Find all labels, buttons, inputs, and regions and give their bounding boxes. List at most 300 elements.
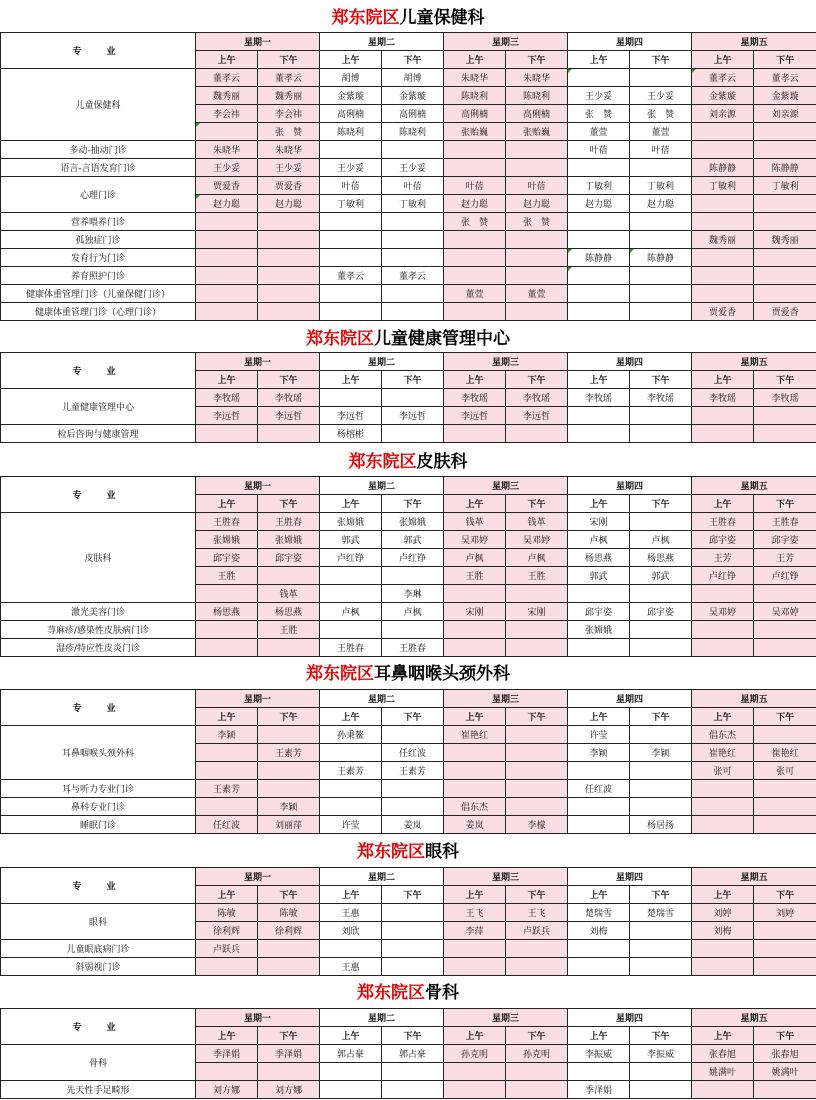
doctor-cell: 贾爱香 (196, 177, 258, 195)
doctor-cell: 董孝云 (320, 267, 382, 285)
doctor-cell: 李远哲 (506, 407, 568, 425)
doctor-cell: 王胜 (444, 567, 506, 585)
empty-cell (692, 285, 754, 303)
empty-cell (568, 816, 630, 834)
empty-cell (196, 285, 258, 303)
am-header: 上午 (444, 495, 506, 513)
doctor-cell: 杨居扬 (630, 816, 692, 834)
specialty-name: 眼科 (1, 904, 196, 940)
doctor-cell: 李远哲 (320, 407, 382, 425)
empty-cell (506, 231, 568, 249)
doctor-cell: 王胜 (506, 567, 568, 585)
doctor-cell: 张嫦娥 (196, 531, 258, 549)
doctor-cell: 王少妥 (320, 159, 382, 177)
empty-cell (692, 639, 754, 657)
department-name: 骨科 (425, 983, 459, 1003)
empty-cell (506, 780, 568, 798)
doctor-cell: 王少妥 (382, 159, 444, 177)
empty-cell (196, 267, 258, 285)
empty-cell (320, 249, 382, 267)
day-header: 星期四 (568, 1009, 692, 1027)
schedule-table (0, 32, 816, 321)
schedule-row (1, 213, 816, 231)
doctor-cell: 王惠 (320, 958, 382, 976)
doctor-cell: 李会祎 (196, 105, 258, 123)
empty-cell (444, 267, 506, 285)
doctor-cell: 姚满叶 (692, 1063, 754, 1081)
schedule-row (1, 159, 816, 177)
specialty-name: 耳与听力专业门诊 (1, 780, 196, 798)
empty-cell (506, 585, 568, 603)
doctor-cell: 王素芳 (258, 744, 320, 762)
schedule-row (1, 267, 816, 285)
doctor-cell: 陈敏 (196, 904, 258, 922)
schedule-table (0, 689, 816, 834)
doctor-cell: 陈静静 (630, 249, 692, 267)
doctor-cell: 李牧瑶 (630, 389, 692, 407)
empty-cell (320, 285, 382, 303)
empty-cell (320, 798, 382, 816)
header-days-row (1, 1009, 816, 1027)
empty-cell (382, 1063, 444, 1081)
pm-header: 下午 (382, 51, 444, 69)
schedule-row (1, 303, 816, 321)
doctor-cell: 刘丽萍 (258, 816, 320, 834)
day-header: 星期五 (692, 1009, 816, 1027)
doctor-cell: 王胜春 (196, 513, 258, 531)
empty-cell (506, 141, 568, 159)
empty-cell (506, 621, 568, 639)
empty-cell (196, 585, 258, 603)
pm-header: 下午 (258, 886, 320, 904)
doctor-cell: 陈静静 (568, 249, 630, 267)
doctor-cell: 董孝云 (692, 69, 754, 87)
am-header: 上午 (692, 495, 754, 513)
empty-cell (506, 249, 568, 267)
empty-cell (196, 621, 258, 639)
empty-cell (382, 389, 444, 407)
day-header: 星期五 (692, 868, 816, 886)
header-days-row (1, 477, 816, 495)
empty-cell (692, 798, 754, 816)
doctor-cell: 杨思燕 (196, 603, 258, 621)
am-header: 上午 (692, 51, 754, 69)
empty-cell (258, 303, 320, 321)
day-header: 星期一 (196, 690, 320, 708)
doctor-cell: 张春旭 (754, 1045, 816, 1063)
schedule-row (1, 285, 816, 303)
empty-cell (568, 1063, 630, 1081)
day-header: 星期四 (568, 477, 692, 495)
empty-cell (258, 958, 320, 976)
empty-cell (692, 1081, 754, 1099)
empty-cell (692, 249, 754, 267)
empty-cell (692, 213, 754, 231)
doctor-cell: 王素芳 (196, 780, 258, 798)
day-header: 星期五 (692, 353, 816, 371)
doctor-cell: 吴邓婷 (506, 531, 568, 549)
doctor-cell: 张 赞 (568, 105, 630, 123)
doctor-cell: 王芳 (692, 549, 754, 567)
empty-cell (196, 231, 258, 249)
doctor-cell: 王胜春 (320, 639, 382, 657)
pm-header: 下午 (630, 371, 692, 389)
doctor-cell: 李牧瑶 (258, 389, 320, 407)
specialty-name: 激光美容门诊 (1, 603, 196, 621)
empty-cell (630, 585, 692, 603)
doctor-cell: 李振威 (568, 1045, 630, 1063)
specialty-name: 语言-言语发育门诊 (1, 159, 196, 177)
schedule-row (1, 798, 816, 816)
empty-cell (630, 1063, 692, 1081)
empty-cell (568, 267, 630, 285)
doctor-cell: 陈静静 (754, 159, 816, 177)
doctor-cell: 许莹 (320, 816, 382, 834)
doctor-cell: 李颖 (196, 726, 258, 744)
empty-cell (754, 407, 816, 425)
empty-cell (258, 567, 320, 585)
empty-cell (444, 958, 506, 976)
doctor-cell: 李牧瑶 (506, 389, 568, 407)
empty-cell (382, 285, 444, 303)
empty-cell (196, 639, 258, 657)
am-header: 上午 (568, 1027, 630, 1045)
pm-header: 下午 (258, 51, 320, 69)
empty-cell (444, 780, 506, 798)
doctor-cell: 陈晓利 (506, 87, 568, 105)
empty-cell (196, 958, 258, 976)
doctor-cell: 张 赞 (258, 123, 320, 141)
campus-name: 郑东院区 (348, 452, 417, 472)
empty-cell (382, 904, 444, 922)
campus-name: 郑东院区 (357, 983, 425, 1003)
specialty-name: 心理门诊 (1, 177, 196, 213)
schedule-row (1, 958, 816, 976)
doctor-cell: 邱宇姿 (630, 603, 692, 621)
empty-cell (320, 744, 382, 762)
doctor-cell: 刘婷 (754, 904, 816, 922)
empty-cell (382, 922, 444, 940)
empty-cell (320, 621, 382, 639)
doctor-cell: 董萱 (630, 123, 692, 141)
day-header: 星期四 (568, 690, 692, 708)
doctor-cell: 董孝云 (754, 69, 816, 87)
day-header: 星期二 (320, 690, 444, 708)
specialty-header: 专 业 (1, 353, 196, 389)
campus-name: 郑东院区 (306, 664, 374, 684)
doctor-cell: 李远哲 (196, 407, 258, 425)
schedule-row (1, 69, 816, 87)
am-header: 上午 (444, 708, 506, 726)
empty-cell (320, 303, 382, 321)
pm-header: 下午 (630, 1027, 692, 1045)
doctor-cell: 刘方娜 (196, 1081, 258, 1099)
day-header: 星期四 (568, 33, 692, 51)
doctor-cell: 王少妥 (630, 87, 692, 105)
doctor-cell: 任红波 (382, 744, 444, 762)
day-header: 星期二 (320, 477, 444, 495)
pm-header: 下午 (382, 495, 444, 513)
doctor-cell: 魏秀丽 (754, 231, 816, 249)
am-header: 上午 (196, 51, 258, 69)
schedule-table (0, 1008, 816, 1099)
doctor-cell: 李远哲 (382, 407, 444, 425)
doctor-cell: 钱革 (506, 513, 568, 531)
doctor-cell: 董孝云 (258, 69, 320, 87)
day-header: 星期三 (444, 868, 568, 886)
empty-cell (630, 798, 692, 816)
doctor-cell: 钱革 (444, 513, 506, 531)
doctor-cell: 张 赞 (630, 105, 692, 123)
empty-cell (320, 1063, 382, 1081)
empty-cell (444, 159, 506, 177)
doctor-cell: 王惠 (320, 904, 382, 922)
empty-cell (568, 762, 630, 780)
doctor-cell: 刘亲源 (692, 105, 754, 123)
doctor-cell: 魏秀丽 (692, 231, 754, 249)
specialty-name: 儿童保健科 (1, 69, 196, 141)
doctor-cell: 李远哲 (444, 407, 506, 425)
pm-header: 下午 (754, 1027, 816, 1045)
doctor-cell: 董孝云 (382, 267, 444, 285)
empty-cell (506, 798, 568, 816)
empty-cell (506, 762, 568, 780)
empty-cell (754, 798, 816, 816)
empty-cell (506, 303, 568, 321)
schedule-row (1, 726, 816, 744)
doctor-cell: 崔艳红 (754, 744, 816, 762)
doctor-cell: 张嫦娥 (258, 531, 320, 549)
empty-cell (568, 940, 630, 958)
empty-cell (568, 303, 630, 321)
empty-cell (258, 249, 320, 267)
doctor-cell: 陈敏 (258, 904, 320, 922)
doctor-cell: 卢红铮 (320, 549, 382, 567)
day-header: 星期一 (196, 868, 320, 886)
empty-cell (258, 726, 320, 744)
doctor-cell: 赵力聪 (196, 195, 258, 213)
specialty-name: 睡眠门诊 (1, 816, 196, 834)
specialty-header: 专 业 (1, 868, 196, 904)
empty-cell (258, 762, 320, 780)
doctor-cell: 许莹 (568, 726, 630, 744)
empty-cell (692, 816, 754, 834)
doctor-cell: 季泽娟 (568, 1081, 630, 1099)
day-header: 星期二 (320, 353, 444, 371)
empty-cell (196, 762, 258, 780)
day-header: 星期二 (320, 33, 444, 51)
doctor-cell: 邱宇姿 (568, 603, 630, 621)
doctor-cell: 高俐楠 (382, 105, 444, 123)
department-name: 儿童保健科 (399, 8, 485, 28)
empty-cell (382, 621, 444, 639)
doctor-cell: 吴邓婷 (692, 603, 754, 621)
doctor-cell: 金紫璇 (754, 87, 816, 105)
doctor-cell: 赵力聪 (258, 195, 320, 213)
empty-cell (568, 213, 630, 231)
day-header: 星期一 (196, 1009, 320, 1027)
doctor-cell: 魏秀丽 (258, 87, 320, 105)
doctor-cell: 叶蓓 (444, 177, 506, 195)
doctor-cell: 金紫璇 (320, 87, 382, 105)
empty-cell (692, 425, 754, 443)
doctor-cell: 李檬 (506, 816, 568, 834)
schedule-table (0, 867, 816, 976)
empty-cell (568, 958, 630, 976)
empty-cell (754, 249, 816, 267)
doctor-cell: 郭武 (382, 531, 444, 549)
doctor-cell: 宋刚 (506, 603, 568, 621)
empty-cell (692, 940, 754, 958)
empty-cell (444, 1063, 506, 1081)
am-header: 上午 (568, 51, 630, 69)
doctor-cell: 吴邓婷 (444, 531, 506, 549)
pm-header: 下午 (382, 371, 444, 389)
empty-cell (196, 213, 258, 231)
pm-header: 下午 (630, 886, 692, 904)
am-header: 上午 (692, 886, 754, 904)
am-header: 上午 (196, 886, 258, 904)
doctor-cell: 卢枫 (382, 603, 444, 621)
schedule-row (1, 639, 816, 657)
doctor-cell: 刘婷 (692, 904, 754, 922)
empty-cell (382, 303, 444, 321)
pm-header: 下午 (258, 371, 320, 389)
am-header: 上午 (320, 708, 382, 726)
empty-cell (506, 267, 568, 285)
empty-cell (382, 726, 444, 744)
empty-cell (692, 267, 754, 285)
schedule-row (1, 904, 816, 922)
doctor-cell: 任红波 (568, 780, 630, 798)
pm-header: 下午 (754, 495, 816, 513)
doctor-cell: 姚满叶 (754, 1063, 816, 1081)
doctor-cell: 王飞 (506, 904, 568, 922)
doctor-cell: 郭武 (568, 567, 630, 585)
doctor-cell: 楚瑞雪 (630, 904, 692, 922)
empty-cell (630, 922, 692, 940)
pm-header: 下午 (754, 51, 816, 69)
empty-cell (320, 389, 382, 407)
empty-cell (692, 141, 754, 159)
schedule-row (1, 513, 816, 531)
doctor-cell: 钱革 (258, 585, 320, 603)
doctor-cell: 李牧瑶 (196, 389, 258, 407)
day-header: 星期一 (196, 477, 320, 495)
empty-cell (258, 267, 320, 285)
doctor-cell: 姜岚 (444, 816, 506, 834)
empty-cell (692, 407, 754, 425)
doctor-cell: 胡博 (382, 69, 444, 87)
doctor-cell: 李琳 (382, 585, 444, 603)
empty-cell (630, 621, 692, 639)
header-days-row (1, 690, 816, 708)
schedule-table (0, 352, 816, 443)
empty-cell (692, 958, 754, 976)
pm-header: 下午 (506, 708, 568, 726)
pm-header: 下午 (506, 371, 568, 389)
doctor-cell: 贾爱香 (258, 177, 320, 195)
doctor-cell: 叶蓓 (630, 141, 692, 159)
specialty-name: 检后咨询与健康管理 (1, 425, 196, 443)
empty-cell (754, 780, 816, 798)
campus-name: 郑东院区 (306, 329, 374, 349)
schedule-row (1, 249, 816, 267)
department-name: 皮肤科 (416, 452, 468, 472)
doctor-cell: 王芳 (754, 549, 816, 567)
empty-cell (196, 425, 258, 443)
department-name: 耳鼻咽喉头颈外科 (374, 664, 510, 684)
pm-header: 下午 (506, 495, 568, 513)
am-header: 上午 (320, 495, 382, 513)
doctor-cell: 朱晓华 (196, 141, 258, 159)
doctor-cell: 刘欣 (320, 922, 382, 940)
specialty-name: 孤独症门诊 (1, 231, 196, 249)
doctor-cell: 卢枫 (630, 531, 692, 549)
specialty-name: 鼻科专业门诊 (1, 798, 196, 816)
doctor-cell: 金紫璇 (382, 87, 444, 105)
schedule-row (1, 621, 816, 639)
day-header: 星期五 (692, 477, 816, 495)
empty-cell (382, 231, 444, 249)
doctor-cell: 高俐楠 (320, 105, 382, 123)
empty-cell (754, 585, 816, 603)
specialty-name: 营养喂养门诊 (1, 213, 196, 231)
doctor-cell: 李远哲 (258, 407, 320, 425)
doctor-cell: 卢红铮 (754, 567, 816, 585)
doctor-cell: 王素芳 (320, 762, 382, 780)
doctor-cell: 郭占豪 (320, 1045, 382, 1063)
doctor-cell: 杨思燕 (630, 549, 692, 567)
doctor-cell: 张 赞 (444, 213, 506, 231)
specialty-header: 专 业 (1, 690, 196, 726)
am-header: 上午 (568, 371, 630, 389)
schedule-row (1, 389, 816, 407)
empty-cell (630, 159, 692, 177)
doctor-cell: 倡东杰 (444, 798, 506, 816)
pm-header: 下午 (754, 371, 816, 389)
empty-cell (506, 744, 568, 762)
doctor-cell: 陈晓利 (382, 123, 444, 141)
empty-cell (506, 1081, 568, 1099)
empty-cell (630, 958, 692, 976)
doctor-cell: 吴邓婷 (754, 603, 816, 621)
empty-cell (444, 1081, 506, 1099)
doctor-cell: 赵力聪 (568, 195, 630, 213)
pm-header: 下午 (630, 51, 692, 69)
schedule-row (1, 816, 816, 834)
pm-header: 下午 (382, 1027, 444, 1045)
doctor-cell: 季泽娟 (258, 1045, 320, 1063)
doctor-cell: 卢枫 (320, 603, 382, 621)
doctor-cell: 邱宇姿 (196, 549, 258, 567)
specialty-name: 多动-抽动门诊 (1, 141, 196, 159)
doctor-cell: 王胜春 (258, 513, 320, 531)
empty-cell (258, 425, 320, 443)
empty-cell (196, 249, 258, 267)
doctor-cell: 王飞 (444, 904, 506, 922)
empty-cell (320, 213, 382, 231)
day-header: 星期三 (444, 33, 568, 51)
pm-header: 下午 (506, 1027, 568, 1045)
doctor-cell: 杨榕彬 (320, 425, 382, 443)
empty-cell (444, 141, 506, 159)
doctor-cell: 李颖 (630, 744, 692, 762)
doctor-cell: 朱晓华 (258, 141, 320, 159)
day-header: 星期三 (444, 1009, 568, 1027)
doctor-cell: 王少妥 (258, 159, 320, 177)
section-title (0, 660, 816, 689)
